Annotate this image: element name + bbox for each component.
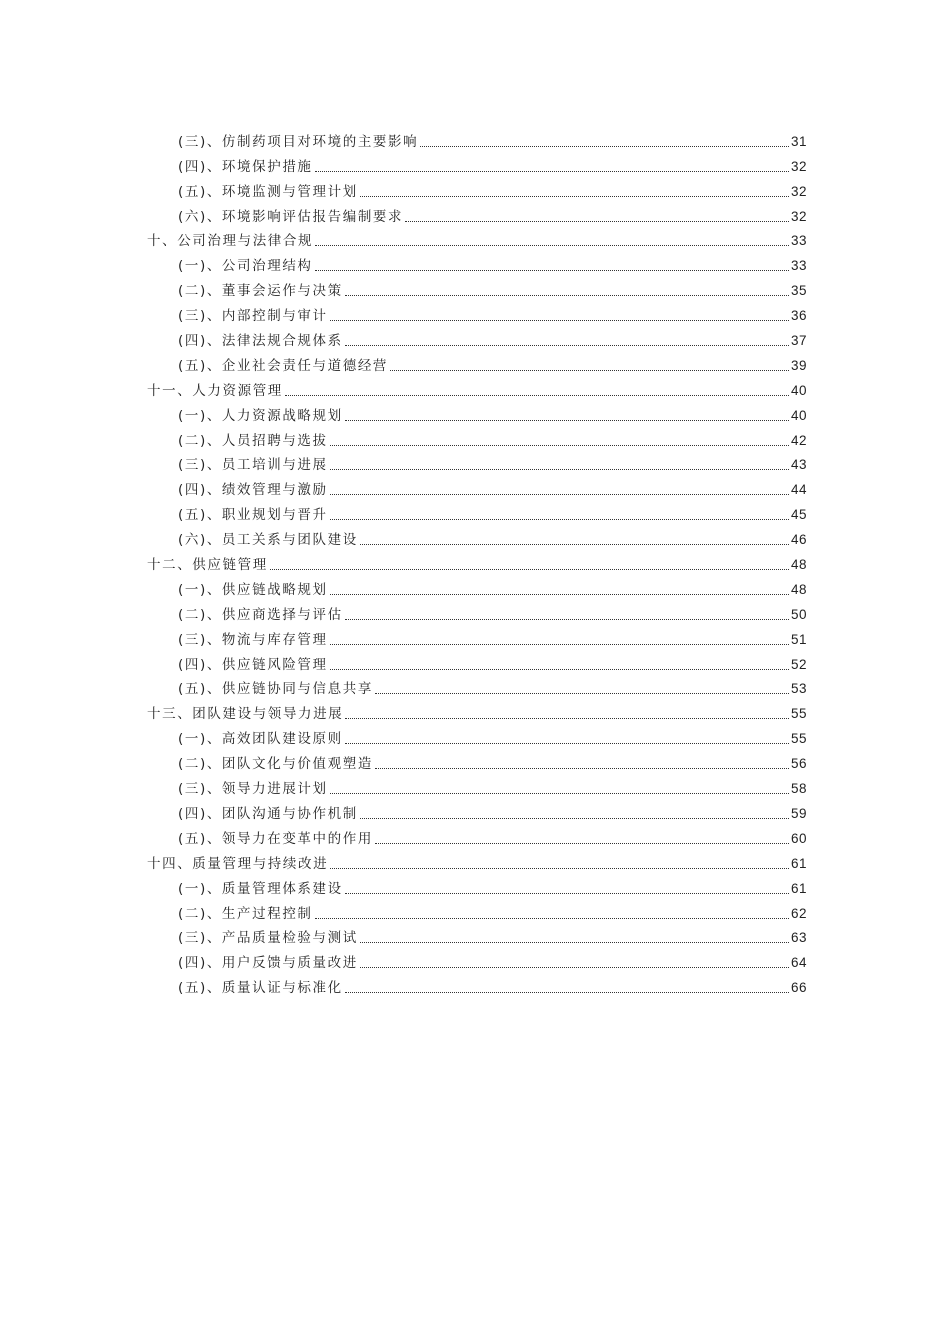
toc-section-entry[interactable]	[147, 823, 807, 848]
toc-dot-leader	[345, 619, 789, 620]
toc-page-number: 48	[790, 557, 807, 573]
toc-section-entry[interactable]	[147, 425, 807, 450]
toc-chapter-entry[interactable]	[147, 226, 807, 251]
toc-entry-title: (四)、团队沟通与协作机制	[178, 805, 358, 822]
toc-page-number: 60	[790, 830, 807, 846]
toc-page-number: 56	[790, 756, 807, 772]
toc-dot-leader	[360, 544, 789, 545]
toc-section-entry[interactable]	[147, 176, 807, 201]
toc-page-number: 44	[790, 482, 807, 498]
toc-section-entry[interactable]	[147, 599, 807, 624]
toc-page-number: 55	[790, 731, 807, 747]
toc-page-number: 32	[790, 183, 807, 199]
toc-dot-leader	[330, 669, 789, 670]
toc-dot-leader	[345, 295, 789, 296]
toc-section-entry[interactable]	[147, 499, 807, 524]
toc-section-entry[interactable]	[147, 300, 807, 325]
toc-entry-title: (五)、供应链协同与信息共享	[178, 681, 373, 698]
toc-section-entry[interactable]	[147, 873, 807, 898]
toc-page-number: 58	[790, 781, 807, 797]
table-of-contents	[147, 126, 807, 997]
toc-entry-title: (五)、职业规划与晋升	[178, 507, 328, 524]
toc-dot-leader	[345, 992, 789, 993]
toc-entry-title: (四)、用户反馈与质量改进	[178, 955, 358, 972]
toc-section-entry[interactable]	[147, 574, 807, 599]
toc-entry-title: 十三、团队建设与领导力进展	[147, 706, 344, 723]
toc-dot-leader	[360, 196, 789, 197]
toc-section-entry[interactable]	[147, 450, 807, 475]
toc-dot-leader	[405, 221, 789, 222]
toc-entry-title: (六)、环境影响评估报告编制要求	[178, 208, 404, 225]
toc-dot-leader	[330, 793, 789, 794]
toc-dot-leader	[285, 395, 789, 396]
toc-page-number: 43	[790, 457, 807, 473]
toc-section-entry[interactable]	[147, 624, 807, 649]
toc-dot-leader	[390, 370, 789, 371]
toc-entry-title: 十二、供应链管理	[147, 557, 268, 574]
toc-dot-leader	[375, 693, 789, 694]
toc-entry-title: (二)、生产过程控制	[178, 905, 313, 922]
toc-section-entry[interactable]	[147, 923, 807, 948]
toc-page-number: 63	[790, 930, 807, 946]
toc-dot-leader	[345, 420, 789, 421]
toc-page-number: 55	[790, 706, 807, 722]
toc-entry-title: (一)、质量管理体系建设	[178, 880, 343, 897]
toc-dot-leader	[345, 345, 789, 346]
toc-dot-leader	[330, 320, 789, 321]
toc-page-number: 31	[790, 133, 807, 149]
toc-section-entry[interactable]	[147, 674, 807, 699]
toc-entry-title: (二)、团队文化与价值观塑造	[178, 756, 373, 773]
toc-dot-leader	[330, 519, 789, 520]
toc-entry-title: (五)、企业社会责任与道德经营	[178, 357, 389, 374]
toc-dot-leader	[375, 768, 789, 769]
toc-page-number: 50	[790, 606, 807, 622]
toc-entry-title: 十、公司治理与法律合规	[147, 233, 314, 250]
toc-chapter-entry[interactable]	[147, 698, 807, 723]
toc-entry-title: (三)、物流与库存管理	[178, 631, 328, 648]
toc-page-number: 42	[790, 432, 807, 448]
toc-section-entry[interactable]	[147, 898, 807, 923]
toc-chapter-entry[interactable]	[147, 848, 807, 873]
toc-entry-title: 十一、人力资源管理	[147, 382, 283, 399]
toc-entry-title: (三)、内部控制与审计	[178, 308, 328, 325]
toc-page-number: 45	[790, 507, 807, 523]
toc-chapter-entry[interactable]	[147, 549, 807, 574]
toc-entry-title: (三)、仿制药项目对环境的主要影响	[178, 133, 419, 150]
toc-dot-leader	[315, 270, 789, 271]
toc-dot-leader	[270, 569, 789, 570]
toc-entry-title: (一)、供应链战略规划	[178, 581, 328, 598]
toc-section-entry[interactable]	[147, 325, 807, 350]
toc-entry-title: (二)、董事会运作与决策	[178, 283, 343, 300]
toc-section-entry[interactable]	[147, 250, 807, 275]
toc-dot-leader	[360, 942, 789, 943]
toc-page-number: 35	[790, 283, 807, 299]
toc-page-number: 37	[790, 333, 807, 349]
toc-page-number: 53	[790, 681, 807, 697]
toc-page-number: 52	[790, 656, 807, 672]
toc-page-number: 33	[790, 258, 807, 274]
toc-entry-title: (三)、产品质量检验与测试	[178, 930, 358, 947]
toc-dot-leader	[420, 146, 789, 147]
toc-section-entry[interactable]	[147, 723, 807, 748]
toc-dot-leader	[315, 171, 789, 172]
toc-page-number: 62	[790, 905, 807, 921]
toc-page-number: 46	[790, 532, 807, 548]
toc-dot-leader	[315, 245, 789, 246]
toc-page-number: 61	[790, 855, 807, 871]
toc-page-number: 64	[790, 955, 807, 971]
toc-dot-leader	[345, 743, 789, 744]
toc-section-entry[interactable]	[147, 947, 807, 972]
toc-dot-leader	[330, 594, 789, 595]
toc-dot-leader	[360, 967, 789, 968]
toc-dot-leader	[330, 494, 789, 495]
toc-page-number: 51	[790, 631, 807, 647]
toc-dot-leader	[360, 818, 789, 819]
toc-section-entry[interactable]	[147, 275, 807, 300]
toc-entry-title: 十四、质量管理与持续改进	[147, 855, 329, 872]
toc-section-entry[interactable]	[147, 400, 807, 425]
toc-page-number: 48	[790, 581, 807, 597]
toc-entry-title: (四)、环境保护措施	[178, 158, 313, 175]
toc-dot-leader	[375, 843, 789, 844]
toc-page-number: 61	[790, 880, 807, 896]
toc-dot-leader	[315, 918, 789, 919]
toc-entry-title: (四)、供应链风险管理	[178, 656, 328, 673]
toc-chapter-entry[interactable]	[147, 375, 807, 400]
toc-entry-title: (一)、公司治理结构	[178, 258, 313, 275]
toc-section-entry[interactable]	[147, 350, 807, 375]
toc-dot-leader	[330, 445, 789, 446]
toc-page-number: 66	[790, 980, 807, 996]
toc-page-number: 32	[790, 208, 807, 224]
toc-dot-leader	[345, 893, 789, 894]
toc-entry-title: (一)、高效团队建设原则	[178, 731, 343, 748]
toc-section-entry[interactable]	[147, 524, 807, 549]
toc-section-entry[interactable]	[147, 972, 807, 997]
toc-section-entry[interactable]	[147, 474, 807, 499]
toc-entry-title: (四)、法律法规合规体系	[178, 333, 343, 350]
toc-section-entry[interactable]	[147, 649, 807, 674]
toc-dot-leader	[330, 868, 789, 869]
toc-page-number: 36	[790, 308, 807, 324]
toc-entry-title: (三)、员工培训与进展	[178, 457, 328, 474]
toc-section-entry[interactable]	[147, 126, 807, 151]
toc-page-number: 59	[790, 805, 807, 821]
toc-entry-title: (四)、绩效管理与激励	[178, 482, 328, 499]
toc-page-number: 40	[790, 382, 807, 398]
toc-entry-title: (五)、质量认证与标准化	[178, 980, 343, 997]
toc-section-entry[interactable]	[147, 748, 807, 773]
toc-dot-leader	[345, 718, 789, 719]
toc-dot-leader	[330, 469, 789, 470]
toc-page-number: 40	[790, 407, 807, 423]
toc-entry-title: (二)、人员招聘与选拔	[178, 432, 328, 449]
toc-entry-title: (五)、环境监测与管理计划	[178, 183, 358, 200]
toc-section-entry[interactable]	[147, 773, 807, 798]
toc-page-number: 33	[790, 233, 807, 249]
toc-entry-title: (六)、员工关系与团队建设	[178, 532, 358, 549]
toc-dot-leader	[330, 644, 789, 645]
toc-entry-title: (三)、领导力进展计划	[178, 781, 328, 798]
toc-entry-title: (五)、领导力在变革中的作用	[178, 830, 373, 847]
toc-entry-title: (一)、人力资源战略规划	[178, 407, 343, 424]
toc-entry-title: (二)、供应商选择与评估	[178, 606, 343, 623]
toc-section-entry[interactable]	[147, 798, 807, 823]
toc-page-number: 39	[790, 357, 807, 373]
toc-page-number: 32	[790, 158, 807, 174]
toc-section-entry[interactable]	[147, 151, 807, 176]
toc-section-entry[interactable]	[147, 201, 807, 226]
